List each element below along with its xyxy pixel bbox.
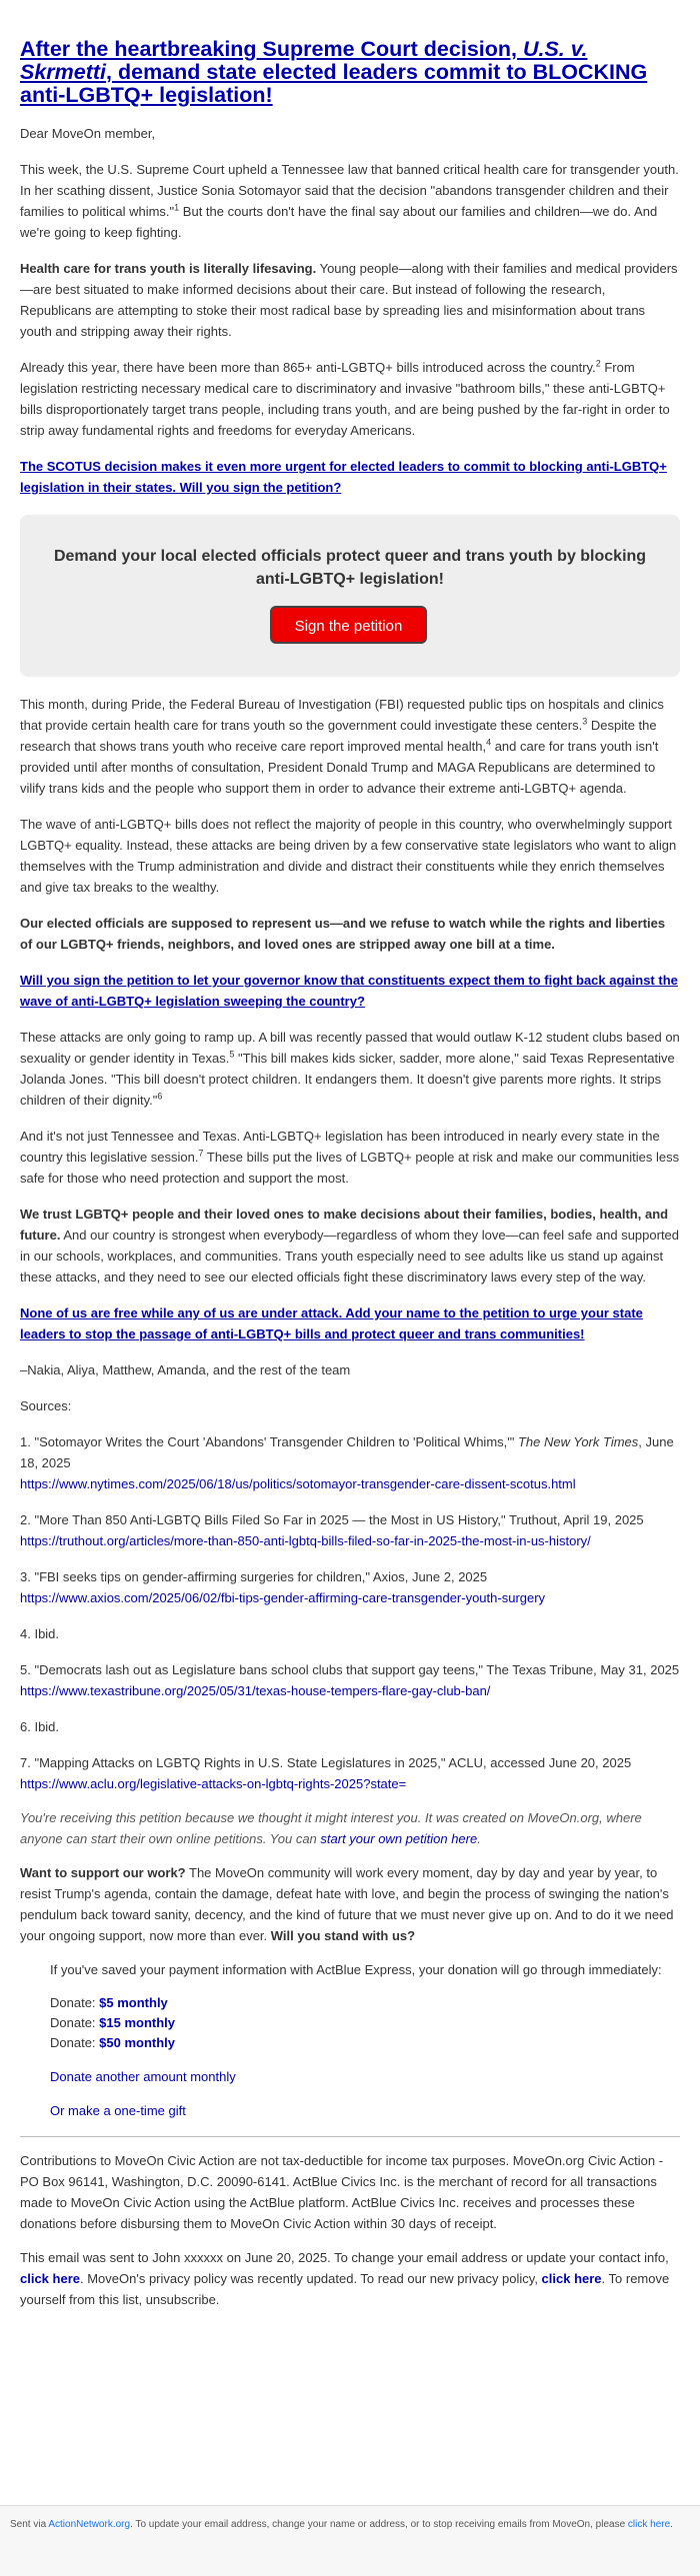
donate-another-row [50, 2066, 680, 2087]
donate-intro: If you've saved your payment information with ActBlue Express, your donation will go through immediately: [50, 1962, 662, 1977]
paragraph-3: Already this year, there have been more than 865+ anti-LGBTQ+ bills introduced across the country.$^2$ From legislation restricting necessary medical care to discriminatory and invasive "bathroom bills," these anti-LGBTQ+ bills disproportionately target trans people, including trans youth, and are being pushed by the far-right in order to strip away fundamental rights and freedoms for everyday Americans. [20, 358, 670, 438]
donate-another-link[interactable]: Donate another amount monthly [50, 2069, 236, 2084]
source-item: 6. Ibid. [20, 1719, 60, 1734]
source-link[interactable]: https://www.texastribune.org/2025/05/31/texas-house-tempers-flare-gay-club-ban/ [20, 1683, 491, 1698]
source-item: 2. "More Than 850 Anti-LGBTQ Bills Filed So Far in 2025 — the Most in US History," Truthout, April 19, 2025 https://truthout.org/articles/more-than-850-anti-lgbtq-bills-filed-so-far-in-2025-the-most-in-us-history/ [20, 1512, 644, 1548]
actionnetwork-link[interactable]: ActionNetwork.org [48, 2519, 131, 2530]
legal-disclaimer: Contributions to MoveOn Civic Action are not tax-deductible for income tax purposes. MoveOn.org Civic Action - PO Box 96141, Washington, D.C. 20090-6141. ActBlue Civics Inc. is the merchant of record for all transactions made to MoveOn Civic Action using the ActBlue platform. ActBlue Civics Inc. receives and processes these donations before disbursing them to MoveOn Civic Action within 30 days of receipt. [20, 2153, 664, 2231]
source-item: 5. "Democrats lash out as Legislature bans school clubs that support gay teens," The Texas Tribune, May 31, 2025 https://www.texastribune.org/2025/05/31/texas-house-tempers-flare-gay-club-ban/ [20, 1662, 680, 1698]
footer-click-here-link[interactable]: click here [627, 2519, 671, 2530]
one-time-gift-link[interactable]: Or make a one-time gift [50, 2103, 186, 2118]
source-link[interactable]: https://www.nytimes.com/2025/06/18/us/politics/sotomayor-transgender-care-dissent-scotus.html [20, 1476, 576, 1491]
source-item: 3. "FBI seeks tips on gender-affirming surgeries for children," Axios, June 2, 2025 https://www.axios.com/2025/06/02/fbi-tips-gender-affirming-care-transgender-youth-surgery [20, 1569, 546, 1605]
paragraph-4: This month, during Pride, the Federal Bureau of Investigation (FBI) requested public tips on hospitals and clinics that provide certain health care for trans youth so the government could investigate these centers.$^3$ Despite the research that shows trans youth who receive care report improved mental health,$^4$ and care for trans youth isn't provided until after months of consultation, President Donald Trump and MAGA Republicans are determined to vilify trans kids and the people who support them in order to advance their extreme anti-LGBTQ+ agenda. [20, 697, 664, 796]
petition-link-2[interactable]: Will you sign the petition to let your governor know that constituents expect them to fight back against the wave of anti-LGBTQ+ legislation sweeping the country? [20, 973, 678, 1009]
source-item: 1. "Sotomayor Writes the Court 'Abandons' Transgender Children to 'Political Whims,'" The New York Times, June 18, 2025 https://www.nytimes.com/2025/06/18/us/politics/sotomayor-transgender-care-dissent-scotus.html [20, 1434, 674, 1491]
headline[interactable]: After the heartbreaking Supreme Court decision, U.S. v. Skrmetti, demand state elected leaders commit to BLOCKING anti-LGBTQ+ legislation! [20, 37, 648, 107]
support-appeal: Want to support our work? The MoveOn community will work every moment, day by day and year by year, to resist Trump's agenda, contain the damage, defeat hate with love, and begin the process of swinging the nation's pendulum back toward sanity, decency, and the kind of future that we must never give up on. And to do it we need your ongoing support, now more than ever. Will you stand with us? [20, 1865, 674, 1943]
start-petition-link[interactable]: start your own petition here [320, 1831, 478, 1846]
donate-option: Donate: $5 monthly [50, 1995, 168, 2010]
source-link[interactable]: https://www.aclu.org/legislative-attacks-on-lgbtq-rights-2025?state= [20, 1776, 407, 1791]
donate-50-link[interactable]: $50 monthly [99, 2035, 176, 2050]
greeting: Dear MoveOn member, [20, 126, 156, 141]
donate-option: Donate: $15 monthly [50, 2015, 176, 2030]
paragraph-2: Health care for trans youth is literally lifesaving. Young people—along with their families and medical providers—are best situated to make informed decisions about their care. But instead of following the research, Republicans are attempting to stoke their most radical base by spreading lies and misinformation about trans youth and stripping away their rights. [20, 261, 678, 339]
update-contact-link[interactable]: click here [20, 2271, 80, 2286]
paragraph-9: We trust LGBTQ+ people and their loved ones to make decisions about their families, bodies, health, and future. And our country is strongest when everybody—regardless of whom they love—can feel safe and supported in our schools, workplaces, and communities. Trans youth especially need to see adults like us stand up against these attacks, and they need to see our elected officials fight these discriminatory laws every step of the way. [20, 1207, 680, 1285]
cta-box [20, 515, 680, 677]
signoff: –Nakia, Aliya, Matthew, Amanda, and the rest of the team [20, 1362, 351, 1377]
source-item: 7. "Mapping Attacks on LGBTQ Rights in U.S. State Legislatures in 2025," ACLU, accessed June 20, 2025 https://www.aclu.org/legislative-attacks-on-lgbtq-rights-2025?state= [20, 1755, 632, 1791]
donate-5-link[interactable]: $5 monthly [99, 1995, 168, 2010]
divider [20, 2136, 680, 2137]
sent-notice: This email was sent to John xxxxxx on June 20, 2025. To change your email address or update your contact info, click here. MoveOn's privacy policy was recently updated. To read our new privacy policy, click here. To remove yourself from this list, unsubscribe. [20, 2250, 670, 2307]
source-link[interactable]: https://truthout.org/articles/more-than-850-anti-lgbtq-bills-filed-so-far-in-2025-the-most-in-us-history/ [20, 1533, 591, 1548]
paragraph-5: The wave of anti-LGBTQ+ bills does not reflect the majority of people in this country, who overwhelmingly support LGBTQ+ equality. Instead, these attacks are being driven by a few conservative state legislators who want to align themselves with the Trump administration and divide and distract their constituents while they enrich themselves and give tax breaks to the wealthy. [20, 817, 677, 895]
privacy-policy-link[interactable]: click here [541, 2271, 602, 2286]
petition-link-1[interactable]: The SCOTUS decision makes it even more urgent for elected leaders to commit to blocking anti-LGBTQ+ legislation in their states. Will you sign the petition? [20, 459, 667, 495]
one-time-row [50, 2100, 680, 2121]
donate-15-link[interactable]: $15 monthly [99, 2015, 176, 2030]
action-network-footer [0, 2505, 700, 2576]
source-item: 4. Ibid. [20, 1626, 60, 1641]
email-body [20, 0, 680, 2310]
sources-label: Sources: [20, 1398, 72, 1413]
paragraph-8: And it's not just Tennessee and Texas. Anti-LGBTQ+ legislation has been introduced in nearly every state in the country this legislative session.$^7$ These bills put the lives of LGBTQ+ people at risk and make our communities less safe for those who need protection and support the most. [20, 1129, 680, 1186]
paragraph-6: Our elected officials are supposed to represent us—and we refuse to watch while the rights and liberties of our LGBTQ+ friends, neighbors, and loved ones are stripped away one bill at a time. [20, 916, 666, 952]
sources-list [20, 1431, 680, 1794]
footer-text: Sent via ActionNetwork.org. To update your email address, change your name or address, or to stop receiving emails from MoveOn, please click here. [10, 2519, 673, 2530]
petition-link-3[interactable]: None of us are free while any of us are under attack. Add your name to the petition to urge your state leaders to stop the passage of anti-LGBTQ+ bills and protect queer and trans communities! [20, 1305, 643, 1341]
paragraph-1: This week, the U.S. Supreme Court upheld a Tennessee law that banned critical health care for transgender youth. In her scathing dissent, Justice Sonia Sotomayor said that the decision "abandons transgender children and their families to political whims."$^1$ But the courts don't have the final say about our families and children—we do. And we're going to keep fighting. [20, 162, 679, 240]
paragraph-7: These attacks are only going to ramp up. A bill was recently passed that would outlaw K-12 student clubs based on sexuality or gender identity in Texas.$^5$ "This bill makes kids sicker, sadder, more alone," said Texas Representative Jolanda Jones. "This bill doesn't protect children. It endangers them. It doesn't give parents more rights. It strips children of their dignity."$^6$ [20, 1030, 680, 1108]
source-link[interactable]: https://www.axios.com/2025/06/02/fbi-tips-gender-affirming-care-transgender-youth-surgery [20, 1590, 546, 1605]
donate-option: Donate: $50 monthly [50, 2035, 176, 2050]
petition-note: You're receiving this petition because we thought it might interest you. It was created on MoveOn.org, where anyone can start their own online petitions. You can start your own petition here. [20, 1810, 642, 1846]
cta-ask: Demand your local elected officials protect queer and trans youth by blocking anti-LGBTQ+ legislation! [53, 548, 647, 588]
donate-section [50, 1959, 680, 2121]
sign-petition-button[interactable]: Sign the petition [270, 606, 427, 644]
